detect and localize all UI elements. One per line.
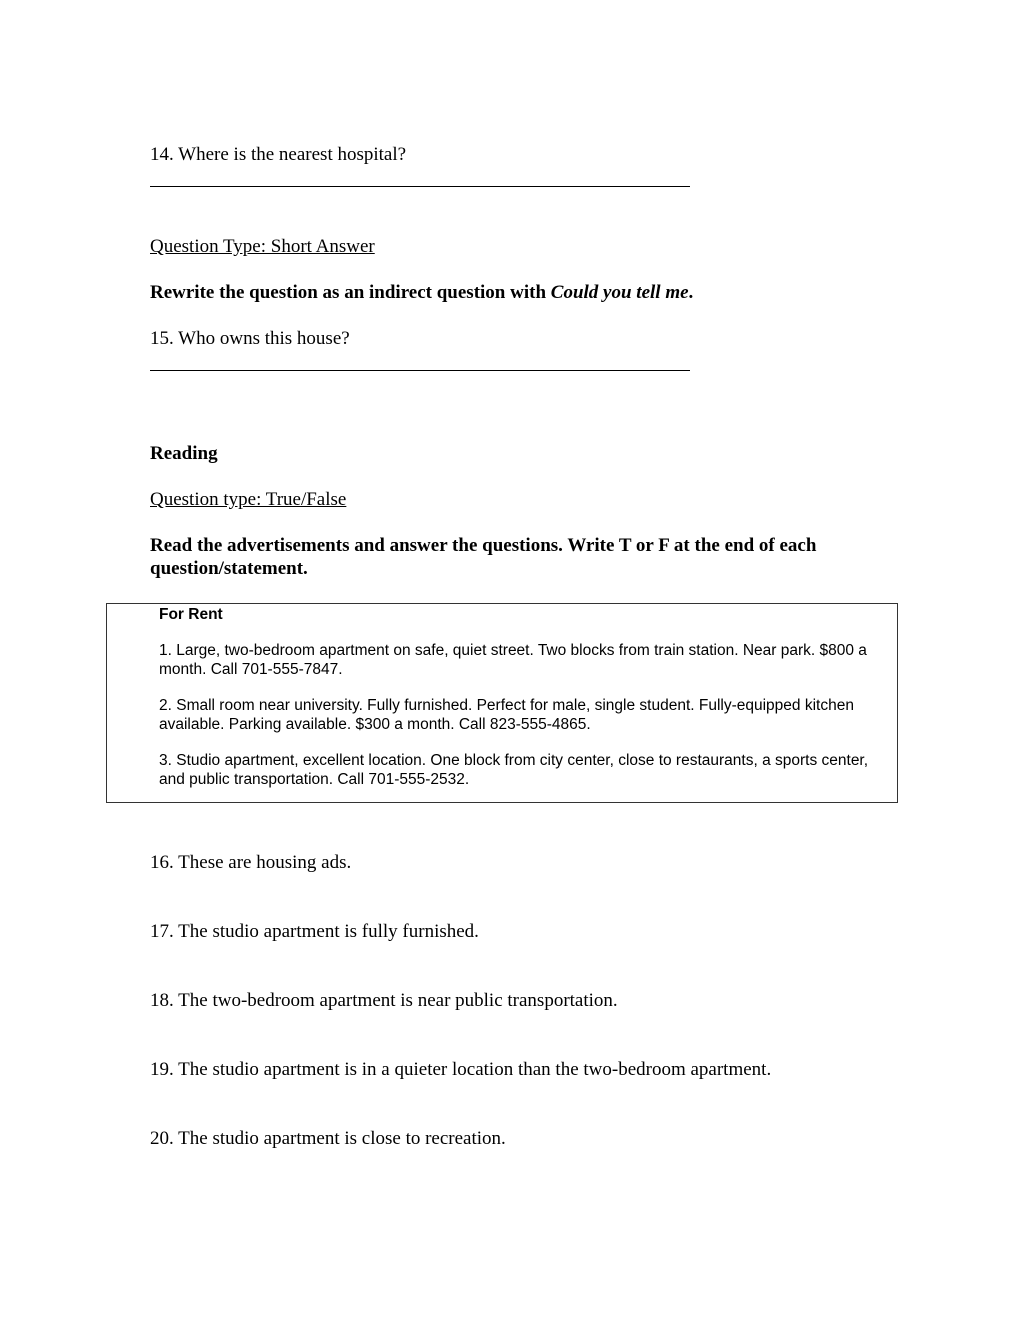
question-number: 14. [150, 144, 174, 165]
question-number: 15. [150, 328, 174, 349]
answer-line-14[interactable] [150, 186, 690, 187]
answer-line-15[interactable] [150, 370, 690, 371]
ad-item-3: 3. Studio apartment, excellent location. One block from city center, close to restaurants, a sports center, and public transportation. Call 701-555-2532. [159, 752, 869, 788]
question-14 [150, 144, 406, 166]
statement-18: 18. The two-bedroom apartment is near public transportation. [150, 990, 618, 1011]
instruction-indirect-question [150, 282, 693, 304]
statement-20: 20. The studio apartment is close to recreation. [150, 1128, 506, 1149]
ad-item-1: 1. Large, two-bedroom apartment on safe, quiet street. Two blocks from train station. Near park. $800 a month. Call 701-555-7847. [159, 642, 867, 678]
reading-instruction-line-2: question/statement. [150, 558, 308, 579]
reading-heading: Reading [150, 443, 218, 464]
instruction-text: Rewrite the question as an indirect question with [150, 282, 551, 303]
ad-item-2: 2. Small room near university. Fully furnished. Perfect for male, single student. Fully-equipped kitchen available. Parking available. $300 a month. Call 823-555-4865. [159, 697, 854, 733]
question-15 [150, 328, 350, 350]
for-rent-title: For Rent [159, 606, 223, 623]
question-type-short-answer: Question Type: Short Answer [150, 236, 375, 257]
instruction-period: . [688, 282, 694, 303]
statement-16: 16. These are housing ads. [150, 852, 352, 873]
statement-17: 17. The studio apartment is fully furnished. [150, 921, 479, 942]
question-text: Who owns this house? [178, 328, 350, 349]
for-rent-ad-box [106, 603, 898, 803]
reading-instruction-line-1: Read the advertisements and answer the questions. Write T or F at the end of each [150, 535, 817, 556]
instruction-italic-phrase: Could you tell me [550, 282, 689, 303]
question-text: Where is the nearest hospital? [178, 144, 407, 165]
question-type-true-false: Question type: True/False [150, 489, 347, 510]
statement-19: 19. The studio apartment is in a quieter location than the two-bedroom apartment. [150, 1059, 772, 1080]
